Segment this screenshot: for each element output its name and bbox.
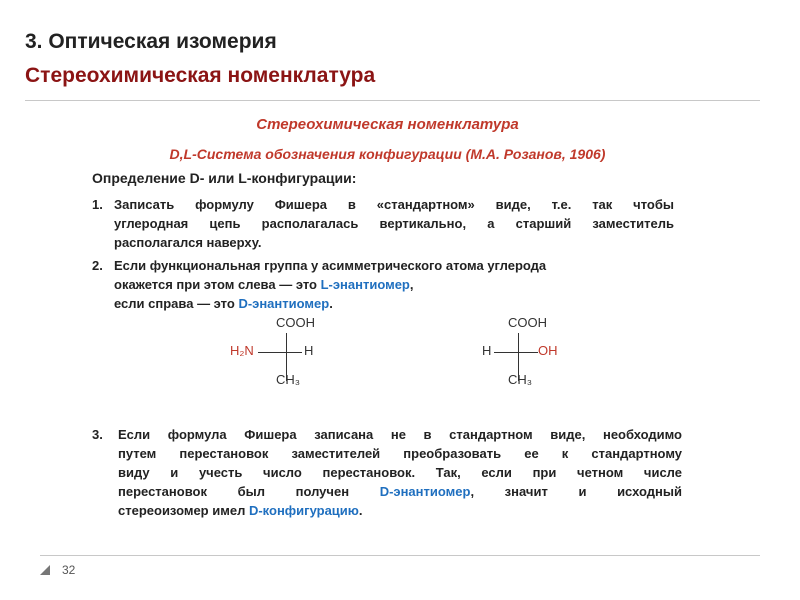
bottom-divider (40, 555, 760, 556)
item-3-line-3: виду и учесть число перестановок. Так, если при четном числе (118, 465, 682, 480)
item-2-line-3-end: . (329, 296, 333, 311)
d-enantiomer-term: D-энантиомер (238, 296, 330, 311)
content-heading: Стереохимическая номенклатура (256, 116, 519, 133)
d-enantiomer-term-2: D-энантиомер (379, 484, 471, 499)
item-3-line-4-text: перестановок был получен (118, 484, 380, 499)
item-3-line-4-end: , значит и исходный (470, 484, 682, 499)
fischer-projection-left (220, 315, 350, 395)
right-horizontal-bond (494, 352, 538, 353)
item-3-line-5-end: . (358, 503, 363, 518)
item-2-line-2-end: , (409, 277, 414, 292)
triangle-marker-icon (40, 565, 50, 575)
left-top-group: COOH (276, 315, 315, 330)
left-bottom-group: CH₃ (276, 372, 301, 387)
item-2-line-1: Если функциональная группа у асимметрического атома углерода (114, 258, 547, 273)
item-2-line-2 (114, 275, 414, 294)
item-3-line-2: путем перестановок заместителей преобразовать ее к стандартному (118, 446, 682, 461)
system-line: D,L-Система обозначения конфигурации (М.А. Розанов, 1906) (169, 146, 606, 162)
left-left-group: H₂N (230, 343, 254, 358)
item-3-line-4 (118, 482, 682, 501)
item-2-number: 2. (92, 258, 103, 273)
right-left-group: H (482, 343, 492, 358)
item-3-line-5 (118, 501, 363, 520)
item-2-line-2-text: окажется при этом слева — это (114, 277, 321, 292)
right-right-group: OH (538, 343, 558, 358)
item-1-line-1: Записать формулу Фишера в «стандартном» виде, т.е. так чтобы (114, 197, 674, 212)
item-3-line-5-text: стереоизомер имел (118, 503, 249, 518)
right-bottom-group: CH₃ (508, 372, 533, 387)
left-horizontal-bond (258, 352, 302, 353)
l-enantiomer-term: L-энантиомер (320, 277, 410, 292)
slide-subtitle: Стереохимическая номенклатура (25, 64, 376, 87)
item-1-line-2: углеродная цепь располагалась вертикально, а старший заместитель (114, 216, 674, 231)
left-right-group: H (304, 343, 314, 358)
item-2-line-3 (114, 294, 333, 313)
page-number: 32 (62, 563, 76, 577)
item-1-line-3: располагался наверху. (114, 235, 262, 250)
item-2-line-3-text: если справа — это (114, 296, 239, 311)
item-3-number: 3. (92, 427, 103, 442)
right-top-group: COOH (508, 315, 547, 330)
slide-title: 3. Оптическая изомерия (25, 30, 277, 53)
definition-heading: Определение D- или L-конфигурации: (92, 170, 357, 186)
item-3-line-1: Если формула Фишера записана не в стандартном виде, необходимо (118, 427, 682, 442)
item-1-number: 1. (92, 197, 103, 212)
fischer-projection-right (470, 315, 600, 395)
d-configuration-term: D-конфигурацию (248, 503, 359, 518)
